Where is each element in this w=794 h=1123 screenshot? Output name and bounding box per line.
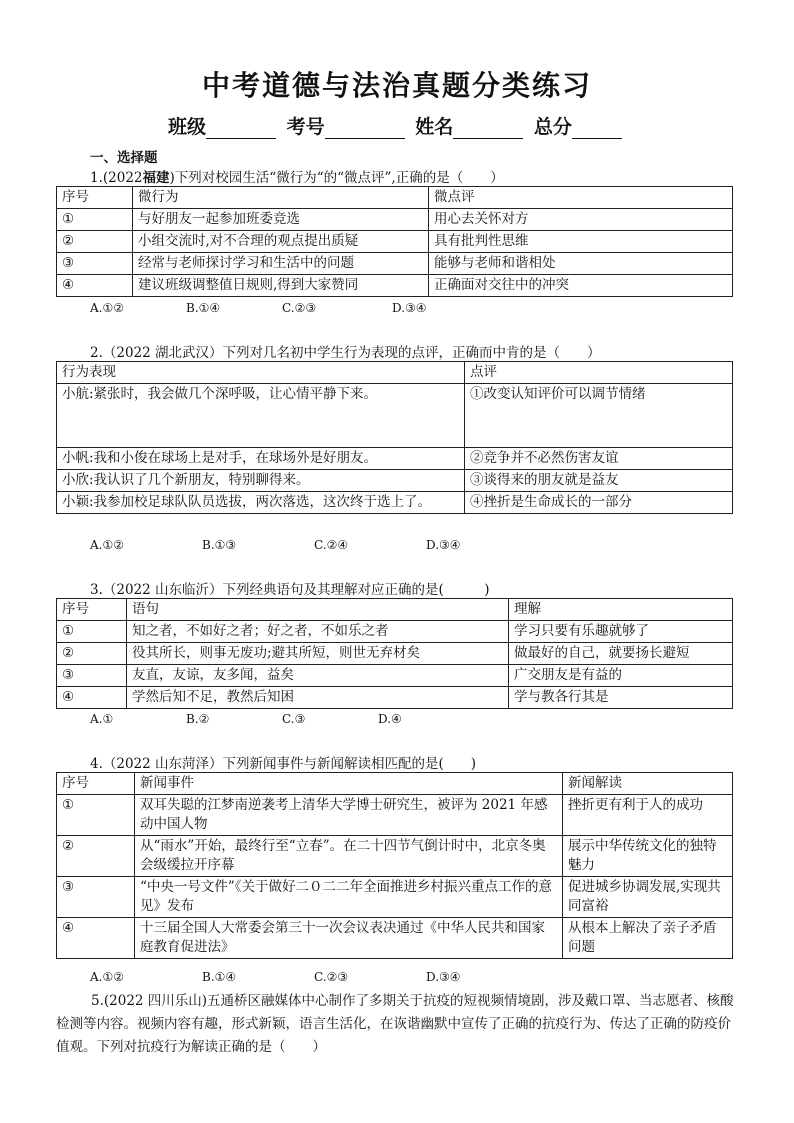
table-cell: 役其所长，则事无废功;避其所短，则世无弃材矣 (127, 643, 509, 665)
table-cell: 能够与老师和谐相处 (429, 253, 733, 275)
table-cell: 小航:紧张时，我会做几个深呼吸，让心情平静下来。 (57, 384, 465, 448)
table-cell: 双耳失聪的江梦南逆袭考上清华大学博士研究生，被评为 2021 年感动中国人物 (135, 795, 563, 836)
table-cell: ④ (57, 918, 135, 959)
header-cell: 序号 (57, 187, 133, 209)
option-c[interactable]: C.②③ (282, 301, 317, 315)
option-a[interactable]: A.①② (90, 301, 124, 315)
question-2-options (90, 538, 461, 552)
question-3-stem: 3.（2022 山东临沂）下列经典语句及其理解对应正确的是( ) (90, 582, 490, 598)
header-cell: 理解 (509, 599, 733, 621)
question-2-stem: 2.（2022 湖北武汉）下列对几名初中学生行为表现的点评，正确而中肯的是（ ） (90, 345, 601, 361)
question-1-table (56, 186, 733, 297)
table-cell: 小颖:我参加校足球队队员选拔，两次落选，这次终于选上了。 (57, 492, 465, 514)
question-1-source-bold: 福建 (142, 170, 170, 186)
header-cell: 序号 (57, 773, 135, 795)
table-row (57, 687, 733, 709)
table-cell: ① (57, 621, 127, 643)
header-cell: 新闻事件 (135, 773, 563, 795)
name-blank[interactable] (453, 119, 523, 139)
table-header-row (57, 599, 733, 621)
table-cell: ② (57, 643, 127, 665)
table-cell: 与好朋友一起参加班委竞选 (133, 209, 429, 231)
student-info-line (168, 112, 626, 139)
option-d[interactable]: D.③④ (392, 301, 427, 315)
table-cell: 学然后知不足，教然后知困 (127, 687, 509, 709)
option-b[interactable]: B.①③ (202, 538, 237, 552)
table-row (57, 492, 733, 514)
header-cell: 微行为 (133, 187, 429, 209)
option-c[interactable]: C.②③ (314, 970, 349, 984)
question-4-stem: 4.（2022 山东菏泽）下列新闻事件与新闻解读相匹配的是( ) (90, 756, 477, 772)
table-cell: ③ (57, 665, 127, 687)
question-4-options (90, 970, 461, 984)
option-c[interactable]: C.②④ (314, 538, 349, 552)
table-cell: ④ (57, 275, 133, 297)
table-cell: 挫折更有利于人的成功 (563, 795, 733, 836)
table-header-row (57, 362, 733, 384)
table-cell: 展示中华传统文化的独特魅力 (563, 836, 733, 877)
score-label: 总分 (533, 116, 572, 138)
table-cell: ③ (57, 253, 133, 275)
table-row (57, 665, 733, 687)
option-d[interactable]: D.③④ (426, 538, 461, 552)
question-1-stem: 1.(2022福建)下列对校园生活“微行为“的“微点评”,正确的是（ ） (90, 170, 504, 186)
table-cell: 促进城乡协调发展,实现共同富裕 (563, 877, 733, 918)
table-cell: 做最好的自己，就要扬长避短 (509, 643, 733, 665)
option-d[interactable]: D.③④ (426, 970, 461, 984)
exam-no-label: 考号 (286, 116, 325, 138)
table-cell: 十三届全国人大常委会第三十一次会议表决通过《中华人民共和国家庭教育促进法》 (135, 918, 563, 959)
option-d[interactable]: D.④ (378, 712, 402, 726)
table-cell: 小帆:我和小俊在球场上是对手，在球场外是好朋友。 (57, 448, 465, 470)
header-cell: 行为表现 (57, 362, 465, 384)
table-header-row (57, 773, 733, 795)
table-cell: ② (57, 231, 133, 253)
option-b[interactable]: B.①④ (202, 970, 237, 984)
question-5-stem: 5.(2022 四川乐山)五通桥区融媒体中心制作了多期关于抗疫的短视频情境剧，涉及戴口罩、当志愿者、核酸检测等内容。视频内容有趣，形式新颖，语言生活化，在诙谐幽默中宣传了正确的抗疫行为、传达了正确的防疫价值观。下列对抗疫行为解读正确的是（ ） (56, 993, 734, 1055)
table-cell: 经常与老师探讨学习和生活中的问题 (133, 253, 429, 275)
score-blank[interactable] (572, 119, 622, 139)
table-row (57, 795, 733, 836)
header-cell: 点评 (465, 362, 733, 384)
table-row (57, 643, 733, 665)
page-title: 中考道德与法治真题分类练习 (201, 69, 592, 102)
table-row (57, 448, 733, 470)
option-b[interactable]: B.①④ (186, 301, 221, 315)
header-cell: 序号 (57, 599, 127, 621)
table-row (57, 209, 733, 231)
table-row (57, 836, 733, 877)
table-cell: 小欣:我认识了几个新朋友，特别聊得来。 (57, 470, 465, 492)
option-a[interactable]: A.① (90, 712, 114, 726)
table-cell: 正确面对交往中的冲突 (429, 275, 733, 297)
question-2-table (56, 361, 733, 514)
table-header-row (57, 187, 733, 209)
table-cell: 知之者，不如好之者；好之者，不如乐之者 (127, 621, 509, 643)
table-row (57, 275, 733, 297)
table-cell: ③ (57, 877, 135, 918)
table-cell: 学习只要有乐趣就够了 (509, 621, 733, 643)
table-cell: “中央一号文件”《关于做好二０二二年全面推进乡村振兴重点工作的意见》发布 (135, 877, 563, 918)
table-cell: 从“雨水”开始，最终行至“立春”。在二十四节气倒计时中，北京冬奥会级缓拉开序幕 (135, 836, 563, 877)
table-row (57, 877, 733, 918)
table-row (57, 918, 733, 959)
table-row (57, 231, 733, 253)
section-heading: 一、选择题 (90, 150, 158, 166)
table-cell: 小组交流时,对不合理的观点提出质疑 (133, 231, 429, 253)
table-row (57, 253, 733, 275)
option-a[interactable]: A.①② (90, 538, 124, 552)
option-a[interactable]: A.①② (90, 970, 124, 984)
table-cell: ① (57, 795, 135, 836)
table-cell: ①改变认知评价可以调节情绪 (465, 384, 733, 448)
table-cell: ③谈得来的朋友就是益友 (465, 470, 733, 492)
header-cell: 语句 (127, 599, 509, 621)
table-row (57, 384, 733, 448)
table-row (57, 470, 733, 492)
table-cell: 从根本上解决了亲子矛盾问题 (563, 918, 733, 959)
option-c[interactable]: C.③ (282, 712, 306, 726)
exam-no-blank[interactable] (325, 119, 405, 139)
table-cell: ④ (57, 687, 127, 709)
table-cell: ② (57, 836, 135, 877)
table-cell: 具有批判性思维 (429, 231, 733, 253)
question-3-options (90, 712, 402, 726)
table-cell: 用心去关怀对方 (429, 209, 733, 231)
option-b[interactable]: B.② (186, 712, 210, 726)
table-cell: 建议班级调整值日规则,得到大家赞同 (133, 275, 429, 297)
name-label: 姓名 (415, 116, 454, 138)
table-cell: 友直，友谅，友多闻，益矣 (127, 665, 509, 687)
table-cell: ④挫折是生命成长的一部分 (465, 492, 733, 514)
header-cell: 新闻解读 (563, 773, 733, 795)
table-cell: ②竞争并不必然伤害友谊 (465, 448, 733, 470)
table-row (57, 621, 733, 643)
question-1-options (90, 301, 427, 315)
class-label: 班级 (168, 116, 207, 138)
question-4-table (56, 772, 733, 959)
question-3-table (56, 598, 733, 709)
header-cell: 微点评 (429, 187, 733, 209)
table-cell: 广交朋友是有益的 (509, 665, 733, 687)
class-blank[interactable] (206, 119, 276, 139)
table-cell: ① (57, 209, 133, 231)
table-cell: 学与教各行其是 (509, 687, 733, 709)
